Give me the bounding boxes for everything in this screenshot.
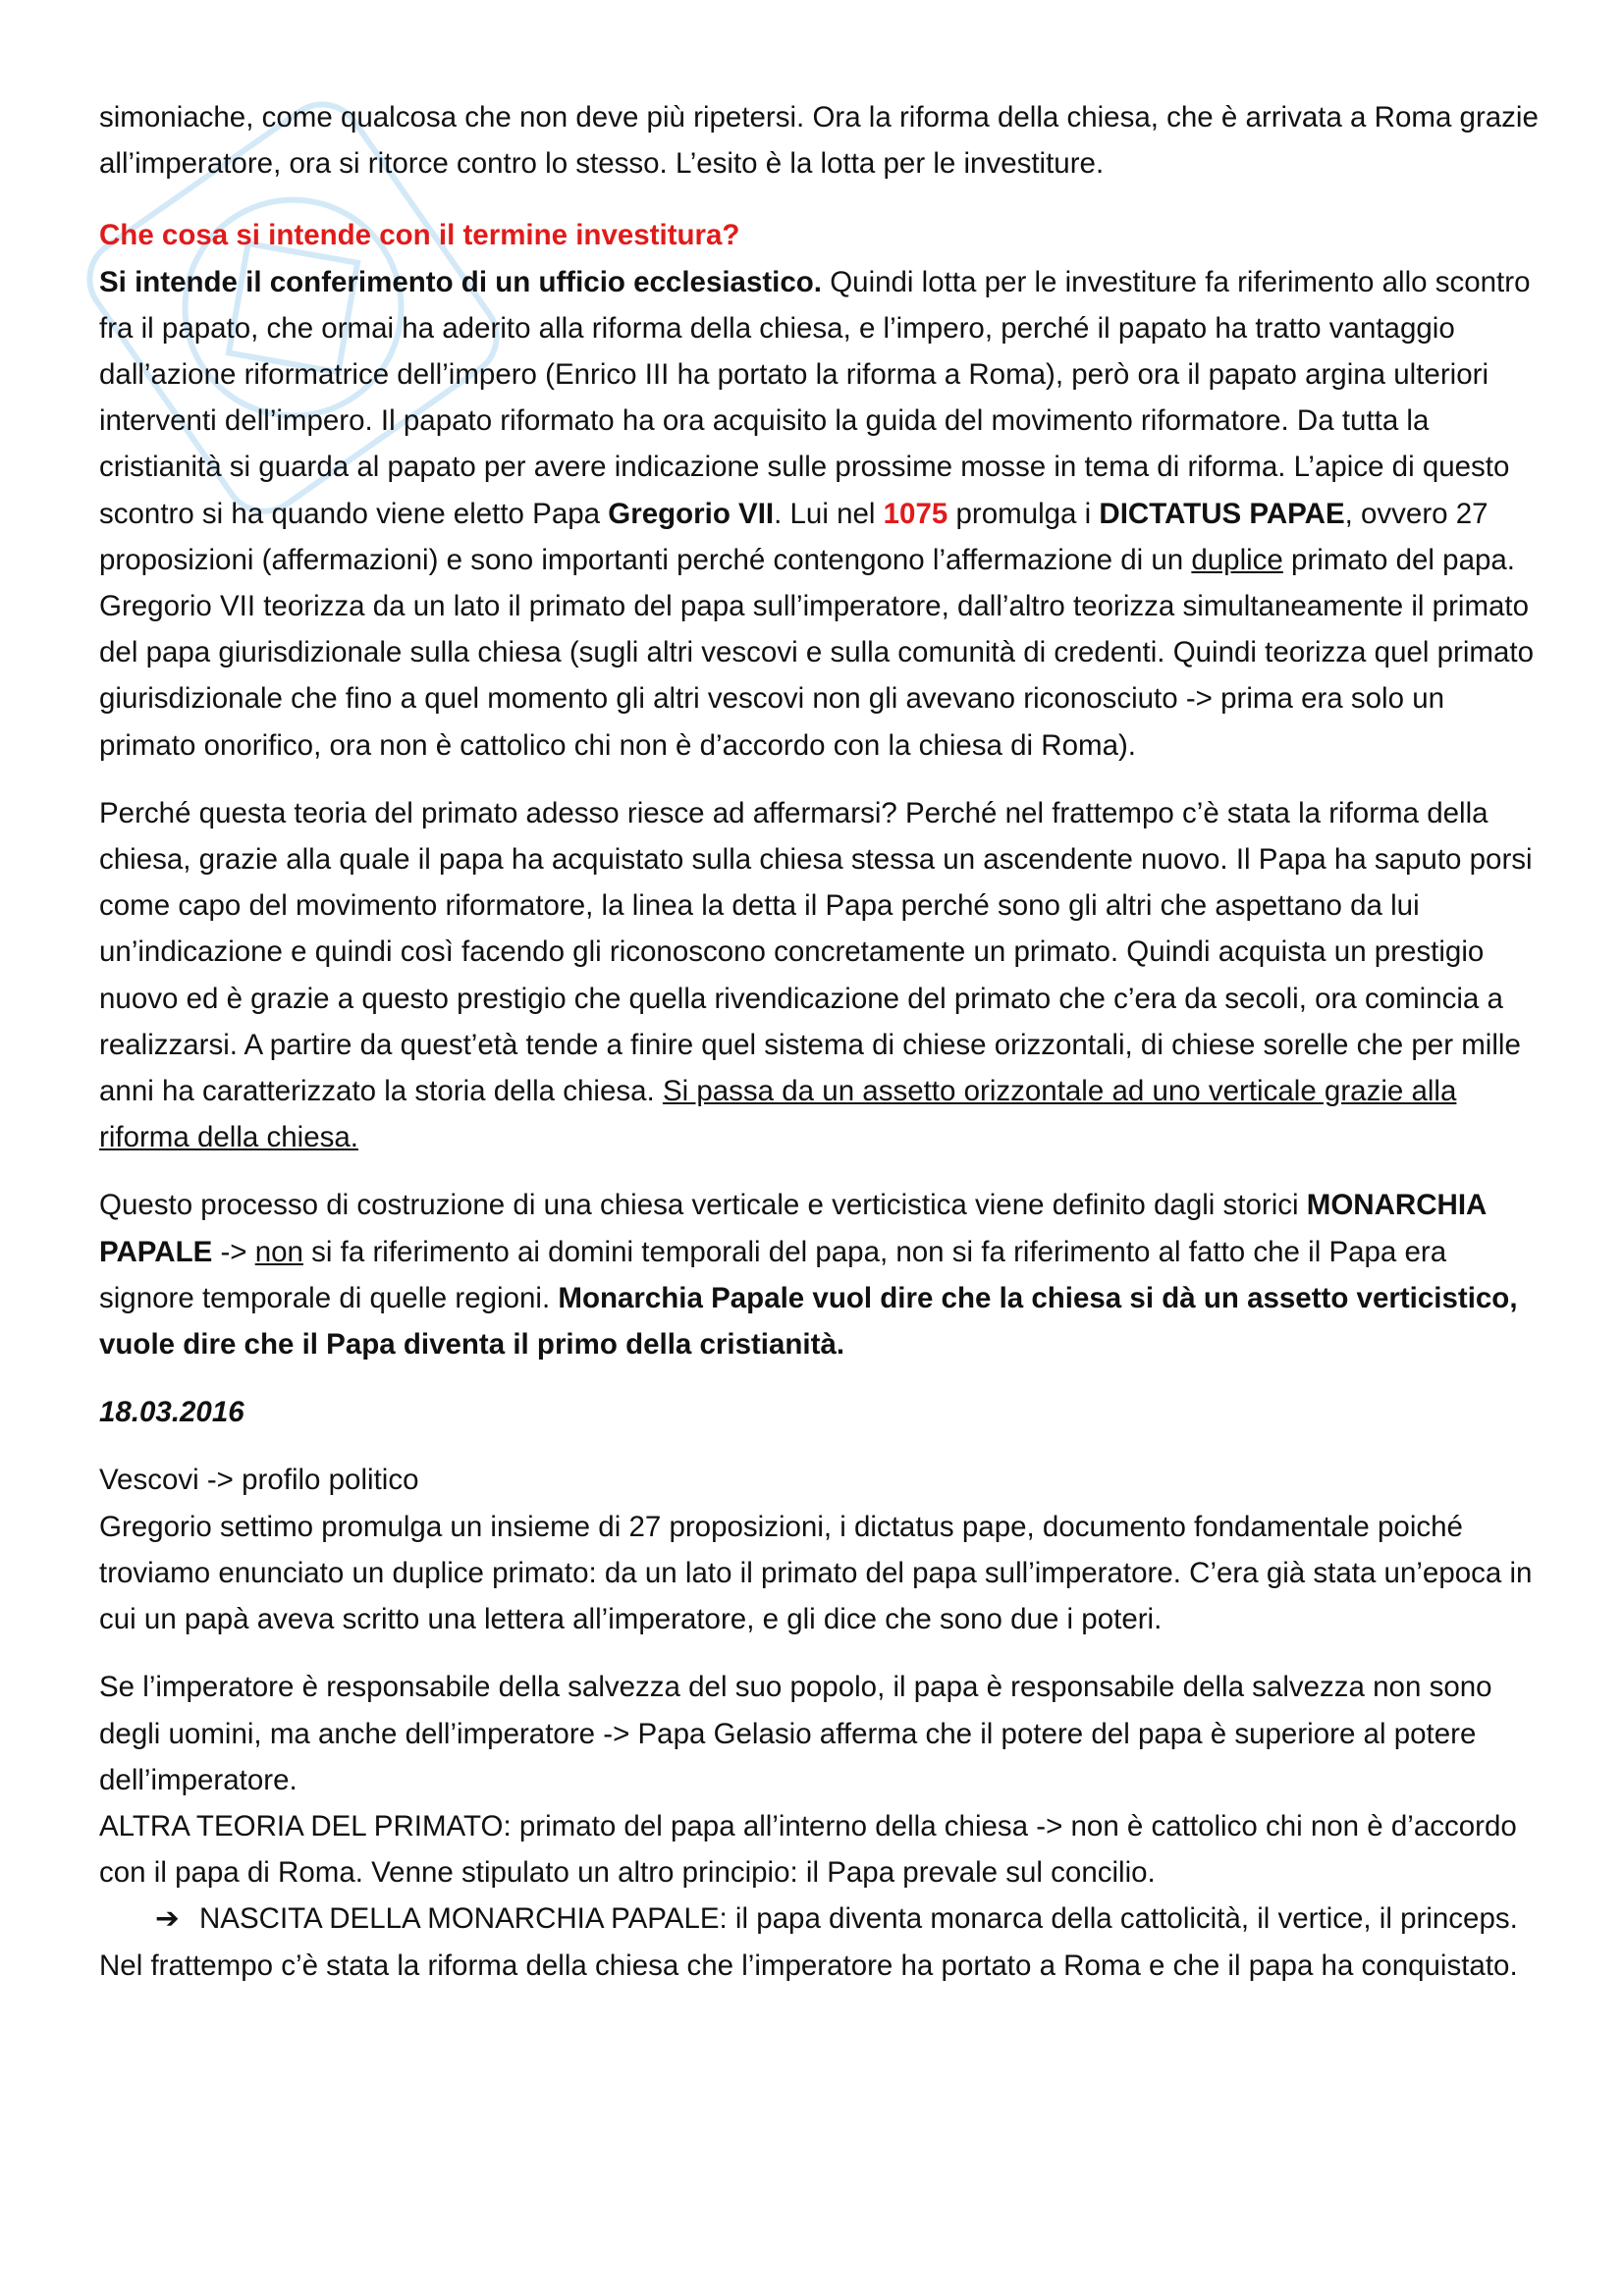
text-span: si fa riferimento ai domini temporali del papa, non si fa riferimento al fatto che il Papa era signore temporale di quelle regioni.	[99, 1235, 1447, 1314]
definition-bold: Si intende il conferimento di un ufficio ecclesiastico.	[99, 265, 823, 298]
text-span: ->	[212, 1235, 255, 1268]
monarchia-definition-bold: Monarchia Papale vuol dire che la chiesa si dà un assetto verticistico, vuole dire che il Papa diventa il primo della cristianità.	[99, 1281, 1518, 1362]
paragraph-investitura	[99, 259, 1543, 769]
document-body	[99, 94, 1543, 1989]
date-heading: 18.03.2016	[99, 1396, 244, 1429]
text-span: Quindi lotta per le investiture fa riferimento allo scontro fra il papato, che ormai ha aderito alla riforma della chiesa, e l’impero, perché il papato ha tratto vantaggio dall’azione riformatrice dell’impero (Enrico III ha portato la riforma a Roma), però ora il papato argina ulteriori interventi dell’impero. Il papato riformato ha ora acquisito la guida del movimento riformatore. Da tutta la cristianità si guarda al papato per avere indicazione sulle prossime mosse in tema di riforma. L’apice di questo scontro si ha quando viene eletto Papa	[99, 265, 1531, 530]
paragraph-simoniache: simoniache, come qualcosa che non deve più ripetersi. Ora la riforma della chiesa, che è arrivata a Roma grazie all’imperatore, ora si ritorce contro lo stesso. L’esito è la lotta per le investiture.	[99, 101, 1539, 181]
paragraph-frattempo: Nel frattempo c’è stata la riforma della chiesa che l’imperatore ha portato a Roma e che il papa ha conquistato.	[99, 1949, 1518, 1982]
line-vescovi: Vescovi -> profilo politico	[99, 1464, 419, 1497]
question-heading: Che cosa si intende con il termine investitura?	[99, 219, 740, 252]
non-underlined: non	[254, 1235, 303, 1268]
text-span: primato del papa. Gregorio VII teorizza da un lato il primato del papa sull’imperatore, dall’altro teorizza simultaneamente il primato del papa giurisdizionale sulla chiesa (sugli altri vescovi e sulla comunità di credenti. Quindi teorizza quel primato giurisdizionale che fino a quel momento gli altri vescovi non gli avevano riconosciuto -> prima era solo un primato onorifico, ora non è cattolico chi non è d’accordo con la chiesa di Roma).	[99, 543, 1534, 762]
text-span: Questo processo di costruzione di una chiesa verticale e verticistica viene definito dagli storici	[99, 1189, 1307, 1222]
text-span: Perché questa teoria del primato adesso riesce ad affermarsi? Perché nel frattempo c’è stata la riforma della chiesa, grazie alla quale il papa ha acquistato sulla chiesa stessa un ascendente nuovo. Il Papa ha saputo porsi come capo del movimento riformatore, la linea la detta il Papa perché sono gli altri che aspettano da lui un’indicazione e quindi così facendo gli riconoscono concretamente un primato. Quindi acquista un prestigio nuovo ed è grazie a questo prestigio che quella rivendicazione del primato che c’era da secoli, ora comincia a realizzarsi. A partire da quest’età tende a finire quel sistema di chiese orizzontali, di chiese sorelle che per mille anni ha caratterizzato la storia della chiesa.	[99, 796, 1533, 1108]
assetto-underlined: Si passa da un assetto orizzontale ad uno verticale grazie alla riforma della chiesa.	[99, 1075, 1457, 1154]
paragraph-gregorio-settimo: Gregorio settimo promulga un insieme di 27 proposizioni, i dictatus pape, documento fondamentale poiché troviamo enunciato un duplice primato: da un lato il primato del papa sull’imperatore. C’era già stata un’epoca in cui un papà aveva scritto una lettera all’imperatore, e gli dice che sono due i poteri.	[99, 1510, 1533, 1636]
monarchia-papale-term: MONARCHIA PAPALE	[99, 1189, 1487, 1268]
paragraph-gelasio: Se l’imperatore è responsabile della salvezza del suo popolo, il papa è responsabile della salvezza non sono degli uomini, ma anche dell’imperatore -> Papa Gelasio afferma che il potere del papa è superiore al potere dell’imperatore.	[99, 1671, 1492, 1796]
dictatus-papae: DICTATUS PAPAE	[1099, 497, 1345, 530]
year-1075: 1075	[883, 497, 948, 530]
gregorio-vii: Gregorio VII	[608, 497, 775, 530]
arrow-right-icon: ➔	[155, 1902, 180, 1936]
duplice-underlined: duplice	[1191, 543, 1283, 576]
paragraph-monarchia-papale	[99, 1182, 1543, 1367]
paragraph-altra-teoria: ALTRA TEORIA DEL PRIMATO: primato del papa all’interno della chiesa -> non è cattolico chi non è d’accordo con il papa di Roma. Venne stipulato un altro principio: il Papa prevale sul concilio.	[99, 1809, 1517, 1890]
paragraph-teoria-primato	[99, 790, 1543, 1161]
text-span: , ovvero 27 proposizioni (affermazioni) e sono importanti perché contengono l’affermazione di un	[99, 497, 1489, 576]
text-span: . Lui nel	[774, 497, 884, 530]
arrow-item-text: NASCITA DELLA MONARCHIA PAPALE: il papa diventa monarca della cattolicità, il vertice, il princeps.	[199, 1902, 1518, 1936]
text-span: promulga i	[947, 497, 1100, 530]
arrow-list-item	[99, 1896, 1543, 1942]
